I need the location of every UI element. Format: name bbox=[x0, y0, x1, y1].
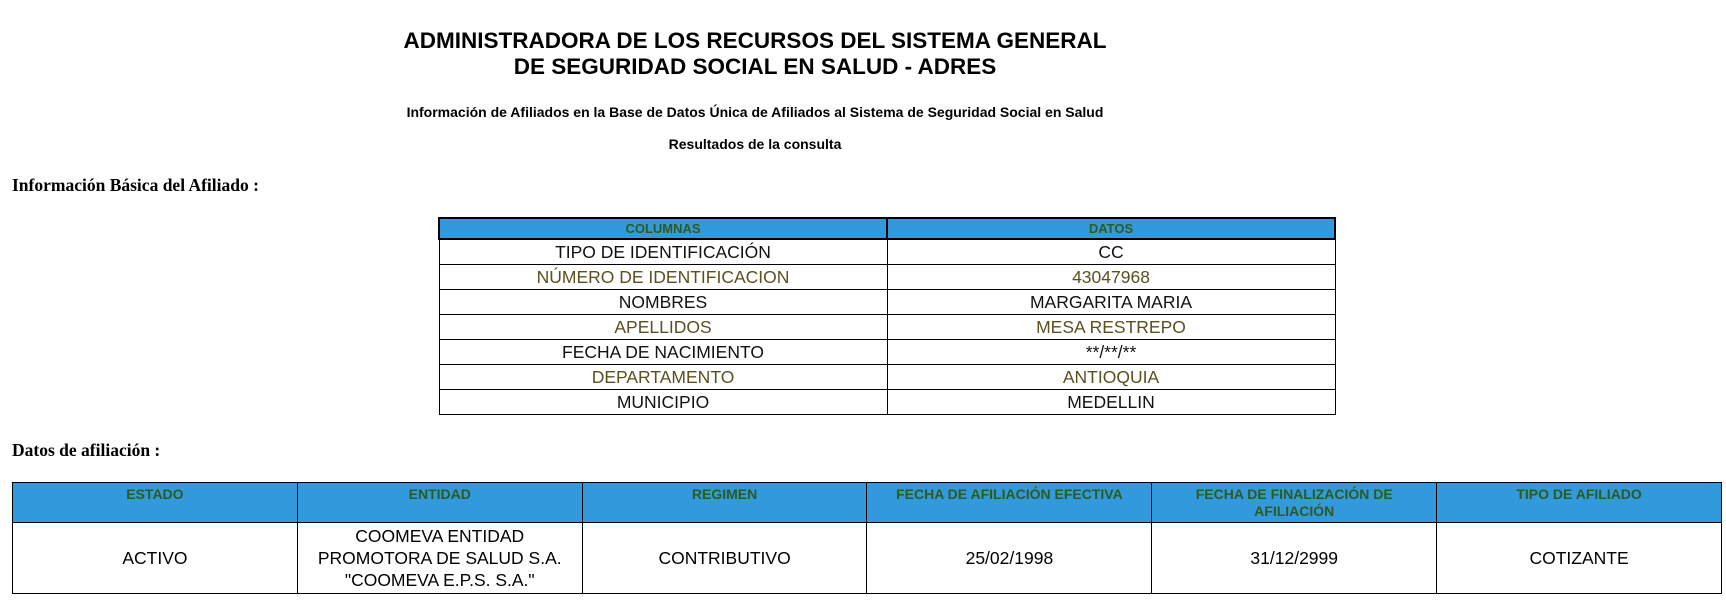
row-label: MUNICIPIO bbox=[439, 390, 887, 415]
row-label: TIPO DE IDENTIFICACIÓN bbox=[439, 239, 887, 265]
row-value: MESA RESTREPO bbox=[887, 315, 1335, 340]
cell-tipo-afiliado: COTIZANTE bbox=[1437, 523, 1722, 594]
page-subtitle: Información de Afiliados en la Base de Datos Única de Afiliados al Sistema de Seguridad Social en Salud bbox=[406, 104, 1104, 120]
row-label: FECHA DE NACIMIENTO bbox=[439, 340, 887, 365]
table-row bbox=[439, 365, 1335, 390]
column-header-tipo-afiliado: TIPO DE AFILIADO bbox=[1437, 483, 1722, 523]
page-title-line1: ADMINISTRADORA DE LOS RECURSOS DEL SISTEMA GENERAL bbox=[403, 28, 1107, 53]
basic-info-header-row bbox=[439, 218, 1335, 239]
column-header-datos: DATOS bbox=[887, 218, 1335, 239]
cell-fecha-finalizacion: 31/12/2999 bbox=[1152, 523, 1437, 594]
row-value: CC bbox=[887, 239, 1335, 265]
column-header-regimen: REGIMEN bbox=[582, 483, 867, 523]
cell-estado: ACTIVO bbox=[13, 523, 298, 594]
row-label: APELLIDOS bbox=[439, 315, 887, 340]
basic-info-table bbox=[438, 217, 1336, 415]
row-value: MARGARITA MARIA bbox=[887, 290, 1335, 315]
row-value: ANTIOQUIA bbox=[887, 365, 1335, 390]
table-row bbox=[439, 340, 1335, 365]
row-label: NÚMERO DE IDENTIFICACION bbox=[439, 265, 887, 290]
table-row bbox=[439, 390, 1335, 415]
row-label: NOMBRES bbox=[439, 290, 887, 315]
affiliation-header-row bbox=[13, 483, 1722, 523]
row-value: **/**/** bbox=[887, 340, 1335, 365]
table-row bbox=[439, 239, 1335, 265]
table-row bbox=[439, 290, 1335, 315]
basic-info-heading: Información Básica del Afiliado : bbox=[12, 175, 259, 195]
affiliation-table bbox=[12, 482, 1722, 594]
row-label: DEPARTAMENTO bbox=[439, 365, 887, 390]
page-title bbox=[0, 28, 1510, 80]
column-header-entidad: ENTIDAD bbox=[297, 483, 582, 523]
cell-entidad: COOMEVA ENTIDAD PROMOTORA DE SALUD S.A. "COOMEVA E.P.S. S.A." bbox=[297, 523, 582, 594]
column-header-fecha-finalizacion: FECHA DE FINALIZACIÓN DE AFILIACIÓN bbox=[1152, 483, 1437, 523]
results-label: Resultados de la consulta bbox=[668, 136, 842, 152]
cell-regimen: CONTRIBUTIVO bbox=[582, 523, 867, 594]
table-row bbox=[439, 265, 1335, 290]
row-value: MEDELLIN bbox=[887, 390, 1335, 415]
affiliation-heading: Datos de afiliación : bbox=[12, 440, 161, 460]
cell-fecha-afiliacion: 25/02/1998 bbox=[867, 523, 1152, 594]
row-value: 43047968 bbox=[887, 265, 1335, 290]
column-header-fecha-afiliacion: FECHA DE AFILIACIÓN EFECTIVA bbox=[867, 483, 1152, 523]
page-title-line2: DE SEGURIDAD SOCIAL EN SALUD - ADRES bbox=[513, 54, 997, 79]
column-header-columnas: COLUMNAS bbox=[439, 218, 887, 239]
table-row bbox=[13, 523, 1722, 594]
table-row bbox=[439, 315, 1335, 340]
column-header-estado: ESTADO bbox=[13, 483, 298, 523]
